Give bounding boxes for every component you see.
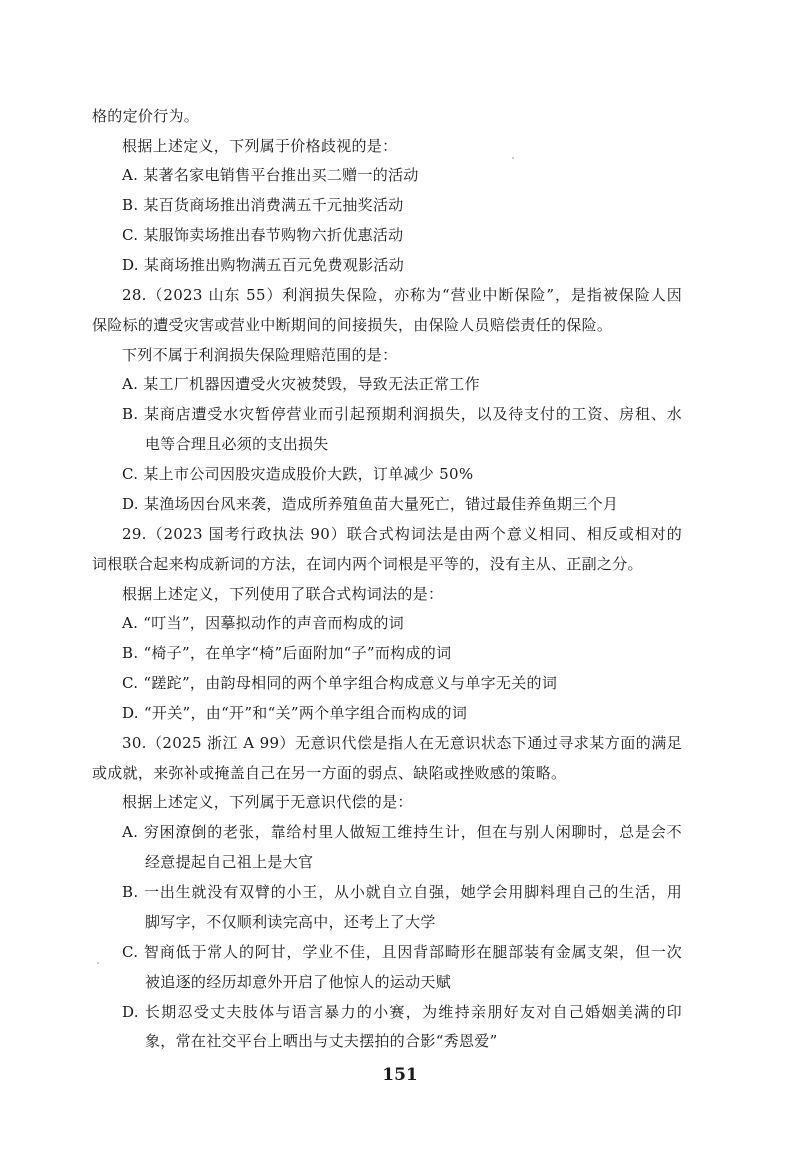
text-line: C. 某服饰卖场推出春节购物六折优惠活动 [122,226,404,244]
text-line: 格的定价行为。 [92,107,200,125]
text-line: A. “叮当”，因摹拟动作的声音而构成的词 [122,614,405,632]
text-line: C. “蹉跎”，由韵母相同的两个单字组合构成意义与单字无关的词 [122,674,558,692]
text-line: 根据上述定义，下列使用了联合式构词法的是： [122,585,444,603]
text-line: 象，常在社交平台上晒出与丈夫摆拍的合影“秀恩爱” [145,1032,498,1050]
text-line: 根据上述定义，下列属于价格歧视的是： [122,137,398,155]
text-line: B. 某百货商场推出消费满五千元抽奖活动 [122,196,404,214]
text-line: 根据上述定义，下列属于无意识代偿的是： [122,793,413,811]
text-line: 电等合理且必须的支出损失 [145,435,329,453]
text-line: D. 某商场推出购物满五百元免费观影活动 [122,256,405,274]
text-line: B. “椅子”，在单字“椅”后面附加“子”而构成的词 [122,644,452,662]
page-number: 151 [382,1065,418,1085]
text-line: D. 长期忍受丈夫肢体与语言暴力的小赛，为维持亲朋好友对自己婚姻美满的印 [122,1003,682,1021]
text-line: D. 某渔场因台风来袭，造成所养殖鱼苗大量死亡，错过最佳养鱼期三个月 [122,495,619,513]
question-28-line-1: 28.（2023 山东 55）利润损失保险，亦称为“营业中断保险”，是指被保险人因 [122,286,682,304]
text-line: C. 智商低于常人的阿甘，学业不佳，且因背部畸形在腿部装有金属支架，但一次 [122,943,682,961]
text-line: 经意提起自己祖上是大官 [145,853,314,871]
text-line: 被追逐的经历却意外开启了他惊人的运动天赋 [145,973,452,991]
text-line: C. 某上市公司因股灾造成股价大跌，订单减少 50% [122,465,474,483]
text-line: 脚写字，不仅顺利读完高中，还考上了大学 [145,913,436,931]
text-line: A. 某著名家电销售平台推出买二赠一的活动 [122,166,419,184]
scan-speck [512,157,514,159]
question-30-line-2: 或成就，来弥补或掩盖自己在另一方面的弱点、缺陷或挫败感的策略。 [92,764,567,782]
text-line: B. 某商店遭受水灾暂停营业而引起预期利润损失，以及待支付的工资、房租、水 [122,405,682,423]
text-line: B. 一出生就没有双臂的小王，从小就自立自强，她学会用脚料理自己的生活，用 [122,883,682,901]
question-29-line-1: 29.（2023 国考行政执法 90）联合式构词法是由两个意义相同、相反或相对的 [122,525,682,543]
text-line: 下列不属于利润损失保险理赔范围的是： [122,346,398,364]
question-30-line-1: 30.（2025 浙江 A 99）无意识代偿是指人在无意识状态下通过寻求某方面的满足 [122,734,682,752]
text-line: D. “开关”，由“开”和“关”两个单字组合而构成的词 [122,704,468,722]
scan-speck [97,962,99,964]
question-28-line-2: 保险标的遭受灾害或营业中断期间的间接损失，由保险人员赔偿责任的保险。 [92,316,613,334]
text-line: A. 穷困潦倒的老张，靠给村里人做短工维持生计，但在与别人闲聊时，总是会不 [122,823,682,841]
question-29-line-2: 词根联合起来构成新词的方法，在词内两个词根是平等的，没有主从、正副之分。 [92,555,643,573]
text-line: A. 某工厂机器因遭受火灾被焚毁，导致无法正常工作 [122,375,480,393]
